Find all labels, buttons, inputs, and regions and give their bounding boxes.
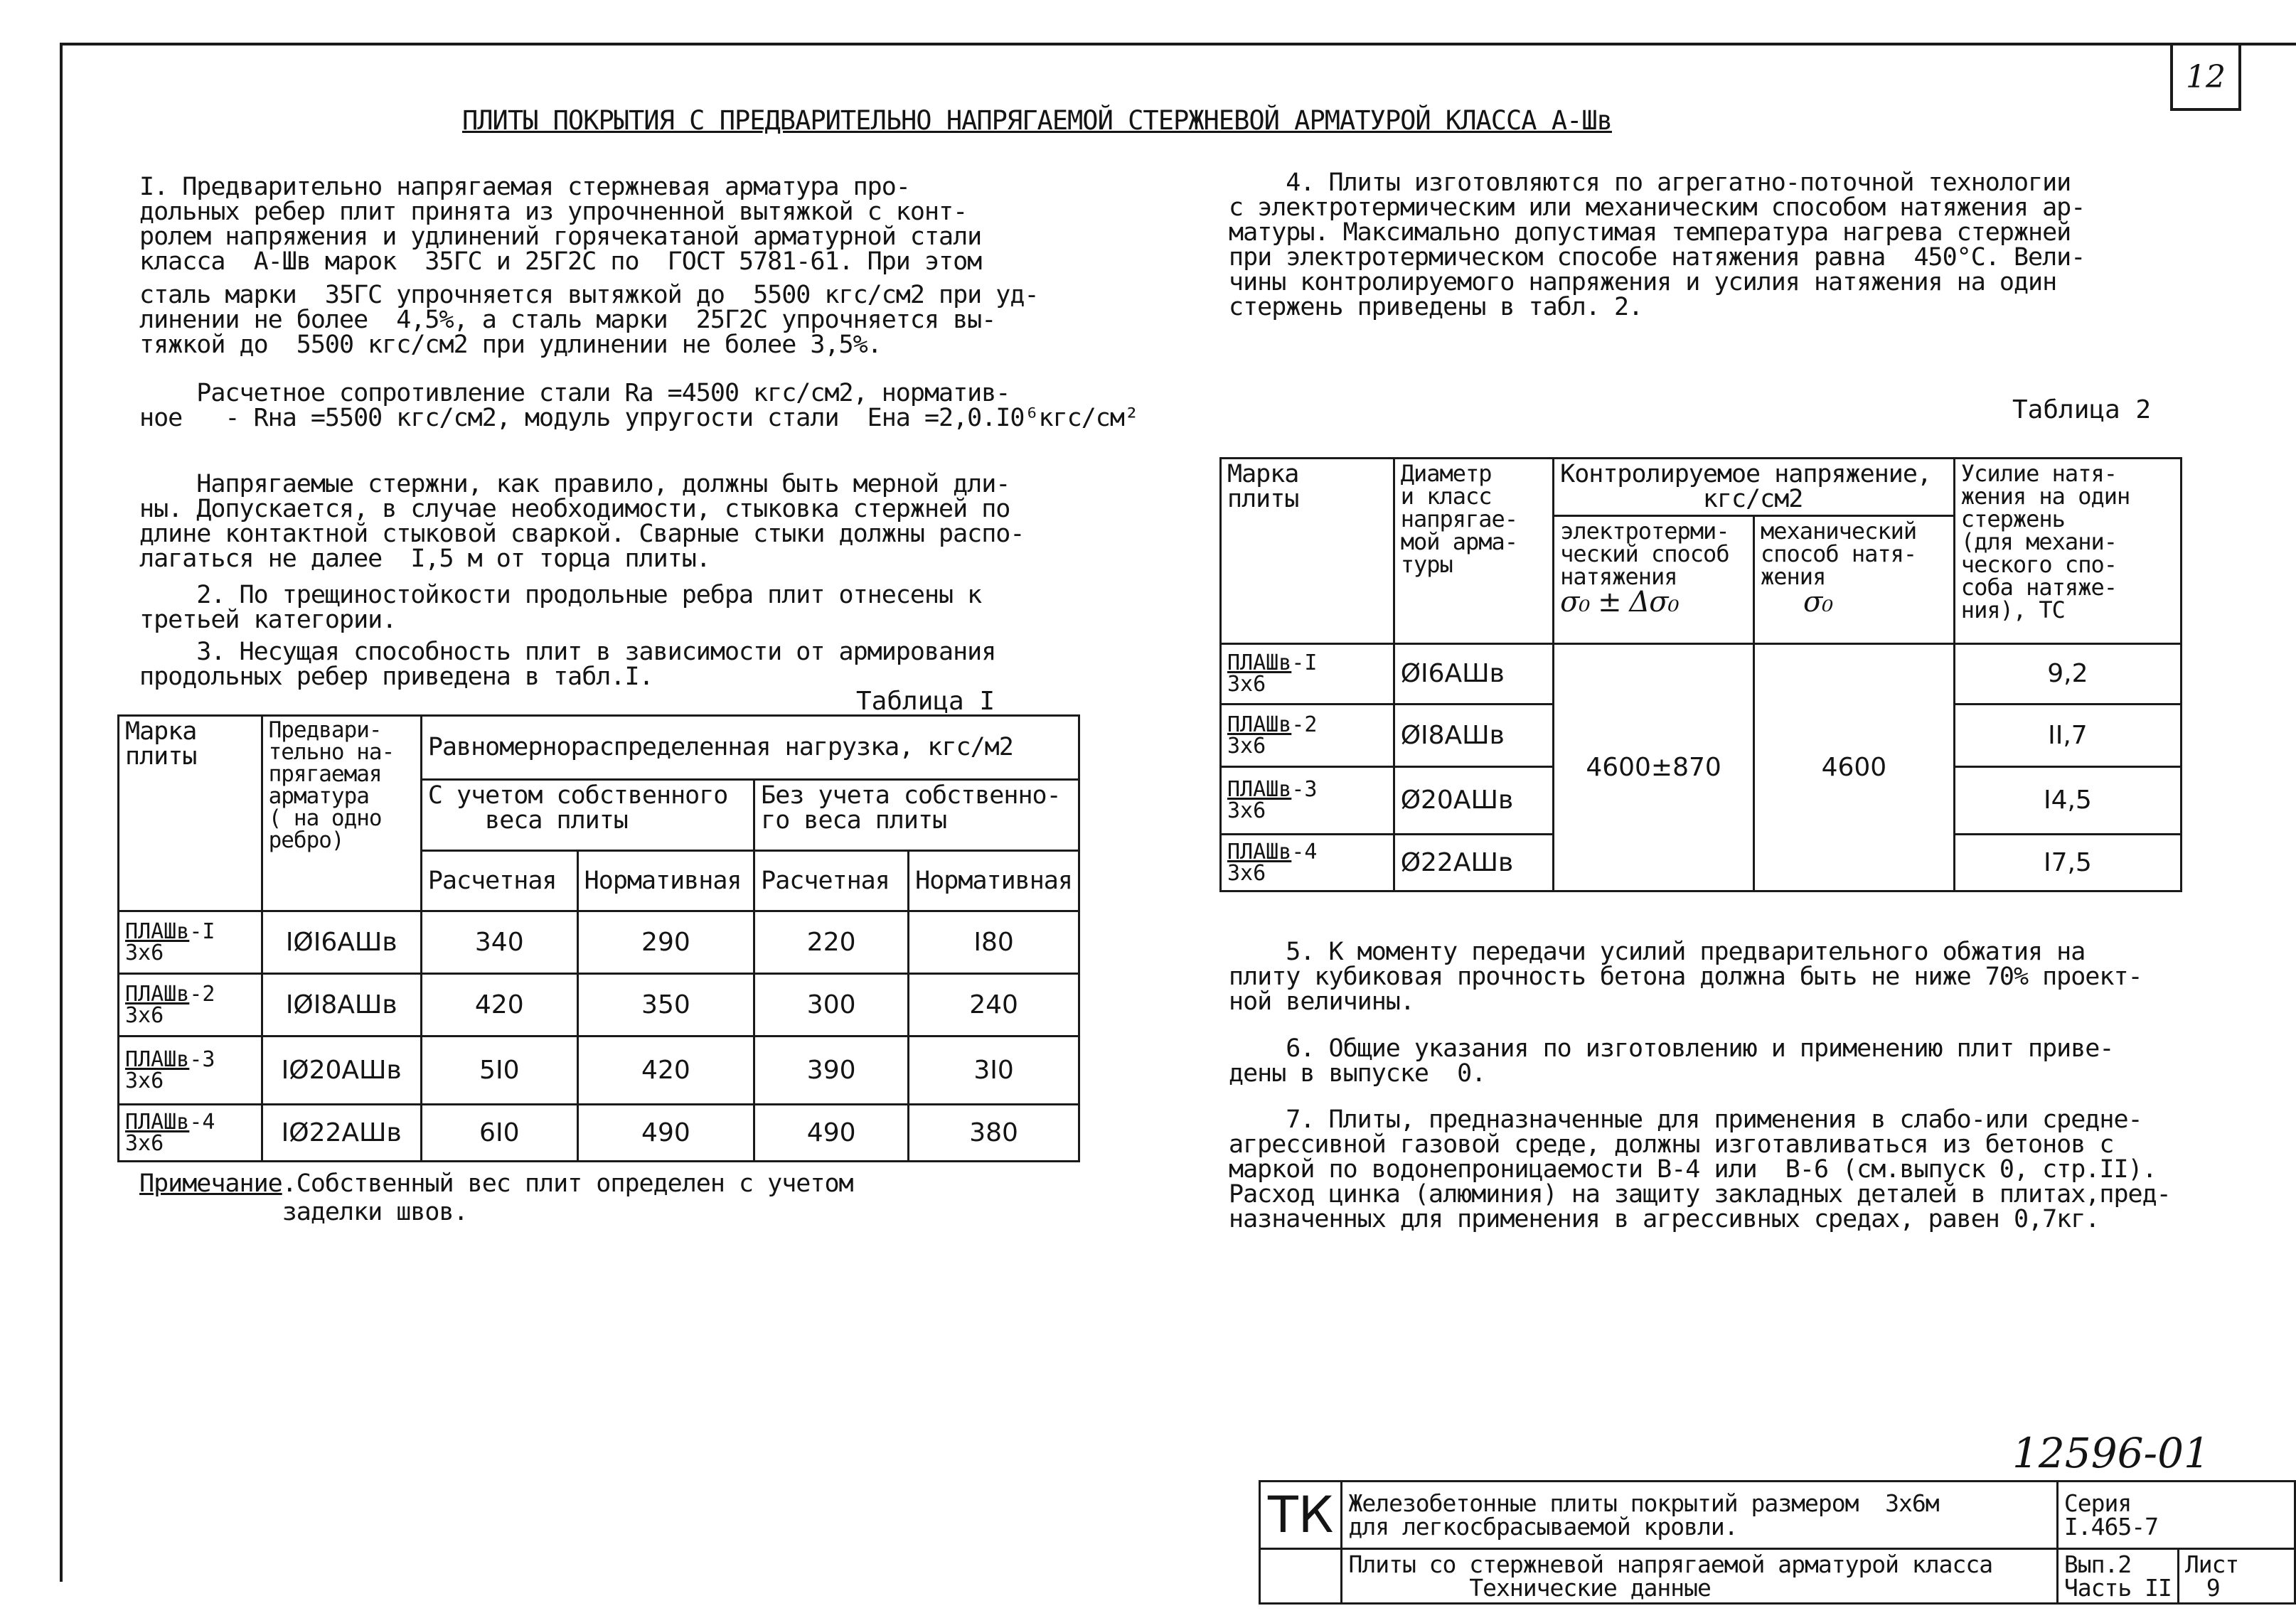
t1-header-calc-2: Расчетная — [754, 851, 909, 911]
t2-header-force: Усилие натя- жения на один стержень (для механи- ческого спо- соба натяже- ния), ТС — [1954, 459, 2181, 644]
paragraph-6: 6. Общие указания по изготовлению и применению плит приве- дены в выпуске 0. — [1229, 1034, 2114, 1088]
tk-mark: ТК — [1260, 1482, 1342, 1549]
t2-mark: ПЛАШв-I 3x6 — [1221, 644, 1394, 705]
t1-rebar: IØ20AШв — [262, 1037, 421, 1105]
t1-norm-2: 240 — [909, 974, 1079, 1037]
t1-header-with-self: С учетом собственного веса плиты — [421, 780, 754, 851]
t1-mark: ПЛАШв-3 3x6 — [119, 1037, 262, 1105]
t1-calc-2: 220 — [754, 911, 909, 974]
table1-note — [139, 1169, 853, 1226]
t1-calc-1: 5I0 — [421, 1037, 577, 1105]
t2-header-mech: механический способ натя- жения σ₀ — [1754, 516, 1955, 644]
frame-left-line — [60, 43, 63, 1582]
t1-calc-2: 390 — [754, 1037, 909, 1105]
t2-mark: ПЛАШв-4 3x6 — [1221, 835, 1394, 891]
t2-electro-value: 4600±870 — [1554, 644, 1754, 891]
frame-top-line — [60, 43, 2296, 45]
t2-force: II,7 — [1954, 705, 2181, 767]
t1-norm-1: 420 — [577, 1037, 754, 1105]
stamp-subtitle: Плиты со стержневой напрягаемой арматурой класса Технические данные — [1342, 1549, 2057, 1604]
table-row — [119, 1105, 1079, 1162]
stamp-title: Железобетонные плиты покрытий размером 3x6м для легкосбрасываемой кровли. — [1342, 1482, 2057, 1549]
t1-mark: ПЛАШв-2 3x6 — [119, 974, 262, 1037]
stamp-seria: Серия I.465-7 — [2057, 1482, 2295, 1549]
t2-diam: Ø22AШв — [1394, 835, 1553, 891]
title-block — [1259, 1480, 2296, 1605]
t2-header-electro: электротерми- ческий способ натяжения σ₀ ± Δσ₀ — [1554, 516, 1754, 644]
sigma-symbol: σ₀ — [1803, 586, 1833, 618]
t1-header-norm-1: Нормативная — [577, 851, 754, 911]
note-label: Примечание — [139, 1169, 282, 1198]
table2-caption: Таблица 2 — [2012, 395, 2152, 424]
t2-header-control: Контролируемое напряжение, кгс/см2 — [1554, 459, 1955, 516]
t2-force: 9,2 — [1954, 644, 2181, 705]
t1-calc-2: 490 — [754, 1105, 909, 1162]
paragraph-4: 4. Плиты изготовляются по агрегатно-поточной технологии с электротермическим или механическим способом натяжения ар- матуры. Максимально допустимая температура нагрева стержней при электротермическом способе натяжения равна 450°С. Вели- чины контролируемого напряжения и усилия натяжения на один стержень приведены в табл. 2. — [1229, 168, 2086, 321]
table-row — [119, 911, 1079, 974]
paragraph-1: I. Предварительно напрягаемая стержневая арматура про- дольных ребер плит принята из упрочненной вытяжкой с конт- ролем напряжения и удлинений горячекатаной арматурной стали класса А-Шв марок 35ГС и 25Г2С по ГОСТ 5781-61. При этом — [139, 173, 982, 276]
table-2 — [1219, 457, 2182, 892]
t1-norm-2: 380 — [909, 1105, 1079, 1162]
t1-mark: ПЛАШв-4 3x6 — [119, 1105, 262, 1162]
paragraph-5: 5. К моменту передачи усилий предварительного обжатия на плиту кубиковая прочность бетона должна быть не ниже 70% проект- ной величины. — [1229, 938, 2142, 1016]
paragraph-bars: Напрягаемые стержни, как правило, должны быть мерной дли- ны. Допускается, в случае необходимости, стыковка стержней по длине контактной стыковой сваркой. Сварные стыки должны распо- лагаться не далее I,5 м от торца плиты. — [139, 470, 1025, 573]
t1-calc-1: 420 — [421, 974, 577, 1037]
t1-rebar: IØI6AШв — [262, 911, 421, 974]
t1-norm-1: 490 — [577, 1105, 754, 1162]
paragraph-3: 3. Несущая способность плит в зависимости от армирования продольных ребер приведена в табл.I. — [139, 638, 996, 691]
page-title: ПЛИТЫ ПОКРЫТИЯ С ПРЕДВАРИТЕЛЬНО НАПРЯГАЕМОЙ СТЕРЖНЕВОЙ АРМАТУРОЙ КЛАССА А-Шв — [462, 105, 1612, 136]
sigma-delta-symbol: σ₀ ± Δσ₀ — [1560, 586, 1679, 618]
paragraph-1-continued: сталь марки 35ГС упрочняется вытяжкой до 5500 кгс/см2 при уд- линении не более 4,5%, а сталь марки 25Г2С упрочняется вы- тяжкой до 5500 кгс/см2 при удлинении не более 3,5%. — [139, 281, 1039, 359]
t1-header-rebar: Предвари- тельно на- прягаемая арматура ( на одно ребро) — [262, 716, 421, 911]
t1-calc-1: 340 — [421, 911, 577, 974]
t2-header-diam: Диаметр и класс напрягае- мой арма- туры — [1394, 459, 1553, 644]
paragraph-7: 7. Плиты, предназначенные для применения в слабо-или средне- агрессивной газовой среде, должны изготавливаться из бетонов с маркой по водонепроницаемости В-4 или В-6 (см.выпуск 0, стр.II). Расход цинка (алюминия) на защиту закладных деталей в плитах,пред- назначенных для применения в агрессивных средах, равен 0,7кг. — [1229, 1105, 2171, 1233]
t1-rebar: IØ22AШв — [262, 1105, 421, 1162]
table-1 — [117, 714, 1080, 1162]
t1-norm-2: I80 — [909, 911, 1079, 974]
t2-header-mark: Марка плиты — [1221, 459, 1394, 644]
t2-mark: ПЛАШв-3 3x6 — [1221, 767, 1394, 835]
handwritten-number: 12596-01 — [2012, 1429, 2210, 1477]
t2-diam: ØI6AШв — [1394, 644, 1553, 705]
t1-header-load: Равномернораспределенная нагрузка, кгс/м2 — [421, 716, 1079, 780]
t1-header-mark: Марка плиты — [119, 716, 262, 911]
t1-mark: ПЛАШв-I 3x6 — [119, 911, 262, 974]
t1-calc-1: 6I0 — [421, 1105, 577, 1162]
t2-mark: ПЛАШв-2 3x6 — [1221, 705, 1394, 767]
note-text: .Собственный вес плит определен с учетом заделки швов. — [282, 1169, 853, 1226]
stamp-vypusk: Вып.2 Часть II — [2057, 1549, 2178, 1604]
paragraph-2: 2. По трещиностойкости продольные ребра плит отнесены к третьей категории. — [139, 581, 982, 634]
t1-norm-1: 350 — [577, 974, 754, 1037]
t1-header-calc-1: Расчетная — [421, 851, 577, 911]
t2-diam: ØI8AШв — [1394, 705, 1553, 767]
stamp-list: Лист 9 — [2178, 1549, 2295, 1604]
t2-force: I4,5 — [1954, 767, 2181, 835]
table-row — [1221, 644, 2182, 705]
t2-force: I7,5 — [1954, 835, 2181, 891]
table1-caption: Таблица I — [856, 687, 995, 716]
paragraph-resistance: Расчетное сопротивление стали Ra =4500 кгс/см2, норматив- ное - Rнa =5500 кгс/см2, модуль упругости стали Eнa =2,0.I0⁶кгс/см² — [139, 379, 1139, 432]
stamp-empty-cell — [1260, 1549, 1342, 1604]
t1-header-norm-2: Нормативная — [909, 851, 1079, 911]
t1-header-without-self: Без учета собственно- го веса плиты — [754, 780, 1079, 851]
t1-norm-1: 290 — [577, 911, 754, 974]
t1-calc-2: 300 — [754, 974, 909, 1037]
t1-norm-2: 3I0 — [909, 1037, 1079, 1105]
t2-mech-value: 4600 — [1754, 644, 1955, 891]
sheet-number: 12 — [2170, 43, 2241, 111]
t1-rebar: IØI8AШв — [262, 974, 421, 1037]
table-row — [119, 1037, 1079, 1105]
t2-diam: Ø20AШв — [1394, 767, 1553, 835]
table-row — [119, 974, 1079, 1037]
